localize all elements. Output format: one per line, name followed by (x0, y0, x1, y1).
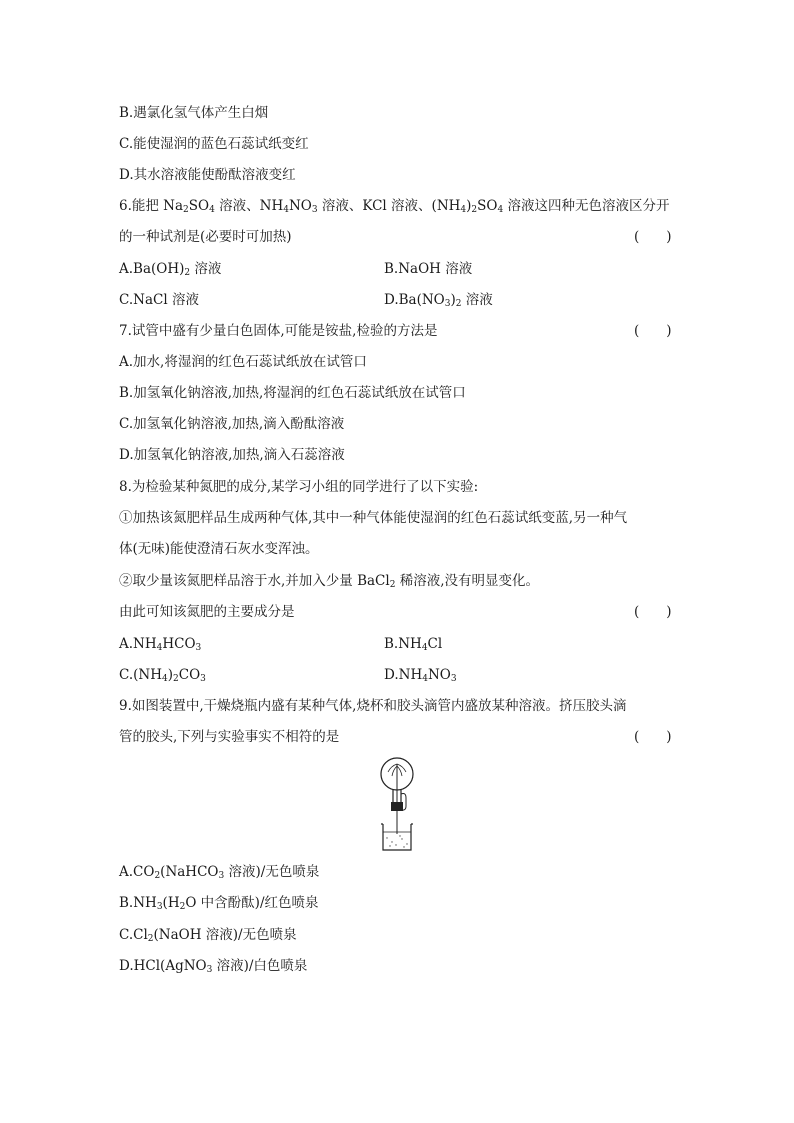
q8-conclusion: 由此可知该氮肥的主要成分是 (119, 604, 295, 620)
q6-option-b: B.NaOH 溶液 (384, 261, 473, 277)
q9-answer-blank: ( ) (634, 729, 672, 745)
q9-stem-line1: 9.如图装置中,干燥烧瓶内盛有某种气体,烧杯和胶头滴管内盛放某种溶液。挤压胶头滴 (119, 698, 627, 714)
q7-option-a: A.加水,将湿润的红色石蕊试纸放在试管口 (119, 354, 367, 370)
q8-answer-blank: ( ) (634, 604, 672, 620)
q8-option-a: $A.NH_4HCO_3$ (119, 636, 202, 653)
fountain-apparatus-figure (372, 754, 422, 854)
q8-stem: 8.为检验某种氮肥的成分,某学习小组的同学进行了以下实验: (119, 479, 479, 495)
q7-option-d: D.加氢氧化钠溶液,加热,滴入石蕊溶液 (119, 447, 345, 463)
q9-option-a: $A.CO_2(NaHCO_3$ 溶液)/无色喷泉 (119, 864, 320, 881)
q5-option-c: C.能使湿润的蓝色石蕊试纸变红 (119, 136, 309, 152)
q8-step1-line1: ①加热该氮肥样品生成两种气体,其中一种气体能使湿润的红色石蕊试纸变蓝,另一种气 (119, 510, 628, 526)
q8-step2: ②取少量该氮肥样品溶于水,并加入少量 BaCl$_2$ 稀溶液,没有明显变化。 (119, 573, 540, 590)
q9-stem-line2: 管的胶头,下列与实验事实不相符的是 (119, 729, 340, 745)
q6-stem-line2: 的一种试剂是(必要时可加热) (119, 229, 292, 245)
q8-step1-line2: 体(无味)能使澄清石灰水变浑浊。 (119, 541, 319, 557)
q7-answer-blank: ( ) (634, 323, 672, 339)
q7-option-c: C.加氢氧化钠溶液,加热,滴入酚酞溶液 (119, 416, 345, 432)
beaker-liquid (386, 835, 407, 847)
q8-option-c: $C.(NH_4)_2CO_3$ (119, 667, 206, 684)
q9-option-b: $B.NH_3(H_2O$ 中含酚酞)/红色喷泉 (119, 895, 319, 912)
q8-option-d: $D.NH_4NO_3$ (384, 667, 457, 684)
q6-stem-line1: 6.能把 $Na_2SO_4$ 溶液、$NH_4NO_3$ 溶液、KCl 溶液、$(NH_4)_2SO_4$ 溶液这四种无色溶液区分开 (119, 198, 670, 215)
q9-option-d: D.HCl(AgNO$_3$ 溶液)/白色喷泉 (119, 958, 308, 975)
q8-option-b: $B.NH_4Cl$ (384, 636, 443, 653)
q5-option-b: B.遇氯化氢气体产生白烟 (119, 105, 269, 121)
q6-option-c: C.NaCl 溶液 (119, 292, 199, 308)
q9-option-c: $C.Cl_2(NaOH$ 溶液)/无色喷泉 (119, 927, 297, 944)
q7-option-b: B.加氢氧化钠溶液,加热,将湿润的红色石蕊试纸放在试管口 (119, 385, 466, 401)
rubber-stopper (391, 802, 403, 811)
q6-option-a: $A.Ba(OH)_2$ 溶液 (119, 261, 222, 278)
q6-option-d: $D.Ba(NO_3)_2$ 溶液 (384, 292, 493, 309)
q6-answer-blank: ( ) (634, 229, 672, 245)
q7-stem: 7.试管中盛有少量白色固体,可能是铵盐,检验的方法是 (119, 323, 438, 339)
q5-option-d: D.其水溶液能使酚酞溶液变红 (119, 167, 296, 183)
